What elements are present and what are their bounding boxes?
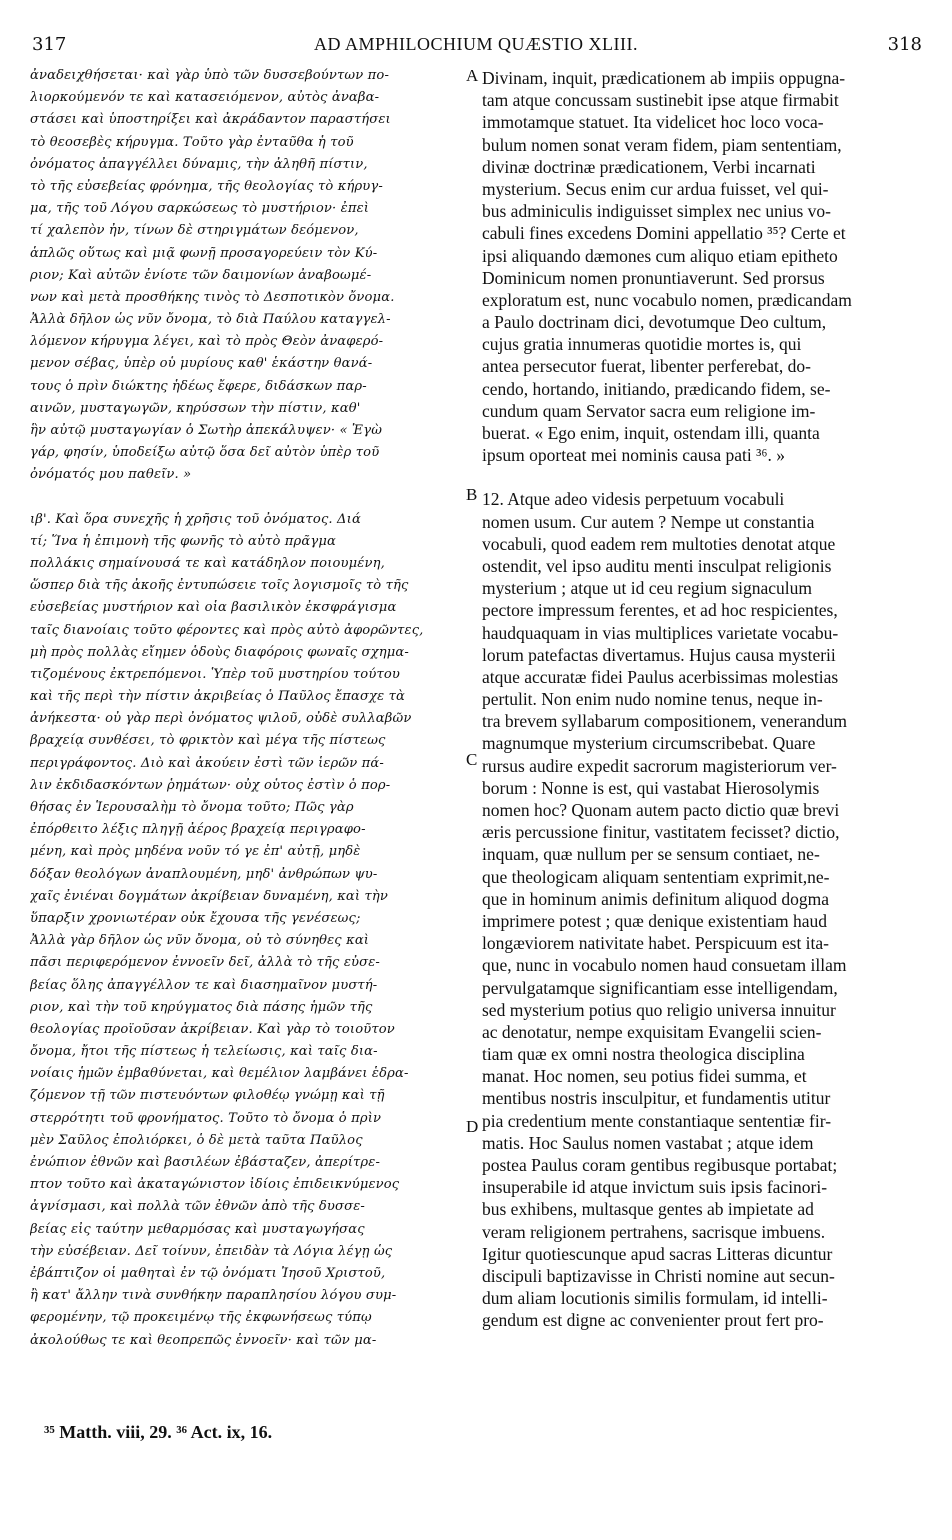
- greek-text-line: ἀνήκεστα· οὐ γὰρ περὶ ὀνόματος ψιλοῦ, οὐδὲ συλλαβῶν: [30, 711, 412, 727]
- latin-text-line: vocabuli, quod eadem rem multoties denotat atque: [482, 533, 836, 554]
- latin-text-line: bus adminiculis indiguisset simplex nec unius vo-: [482, 201, 832, 222]
- greek-text-line: νων καὶ μετὰ προσθήκης τινὸς τὸ Δεσποτικὸν ὄνομα.: [30, 289, 395, 305]
- greek-text-line: πτον τοῦτο καὶ ἀκαταγώνιστον ἰδίοις ἐπιδεικνύμενος: [30, 1177, 400, 1193]
- greek-text-line: στερρότητι τοῦ φρονήματος. Τοῦτο τὸ ὄνομα ὁ πρὶν: [30, 1110, 382, 1126]
- margin-marker-d: D: [466, 1117, 479, 1136]
- latin-text-line: rursus audire expedit sacrorum magisteriorum ver-: [482, 755, 837, 776]
- latin-text-column: [482, 68, 922, 1333]
- greek-section-1: [30, 68, 462, 490]
- latin-text-line: discipuli baptizavisse in Christi nomine aut secun-: [482, 1265, 835, 1286]
- running-title: AD AMPHILOCHIUM QUÆSTIO XLIII.: [314, 34, 638, 54]
- latin-text-line: ipsi aliquando dæmones cum aliquo etiam epitheto: [482, 245, 838, 266]
- greek-text-line: Ἀλλὰ γὰρ δῆλον ὡς νῦν ὄνομα, οὐ τὸ σύνηθες καὶ: [30, 933, 370, 949]
- latin-text-line: exploratum est, nunc vocabulo nomen, prædicandam: [482, 289, 852, 310]
- latin-text-line: nomen hoc? Quonam autem pacto dictio quæ brevi: [482, 800, 840, 820]
- greek-text-line: τιζομένους ἐκτρεπόμενοι. Ὑπὲρ τοῦ μυστηρίου τούτου: [30, 666, 400, 682]
- greek-text-line: νοίαις ἡμῶν ἐμβαθύνεται, καὶ θεμέλιον λαμβάνει ἑδρα-: [30, 1066, 409, 1082]
- latin-text-line: haudquaquam in vias multiplices varietate vocabu-: [482, 622, 839, 643]
- greek-text-line: Ἀλλὰ δῆλον ὡς νῦν ὄνομα, τὸ διὰ Παύλου καταγγελ-: [30, 312, 391, 328]
- latin-text-line: atque accuratæ fidei Paulus acerbissimas molestias: [482, 666, 839, 687]
- greek-text-line: φερομένην, τῷ προκειμένῳ τῆς ἐκφωνήσεως τύπῳ: [30, 1310, 372, 1326]
- latin-text-line: antea persecutor fuerat, libenter perferebat, do-: [482, 356, 811, 377]
- greek-text-line: ἀναδειχθήσεται· καὶ γὰρ ὑπὸ τῶν δυσσεβούντων πο-: [30, 68, 390, 83]
- greek-text-line: ιβ'. Καὶ ὅρα συνεχῆς ἡ χρῆσις τοῦ ὀνόματος. Διά: [30, 511, 361, 527]
- greek-text-line: τί; Ἵνα ἡ ἐπιμονὴ τῆς φωνῆς τὸ αὐτὸ πρᾶγμα: [30, 533, 337, 549]
- latin-section-1: [482, 68, 922, 467]
- latin-text-line: gendum est digne ac convenienter prout fert pro-: [482, 1310, 824, 1331]
- latin-text-line: veram religionem pertrahens, sacrisque imbuens.: [482, 1221, 826, 1242]
- greek-text-line: ριον, καὶ τὴν τοῦ κηρύγματος διὰ πάσης ἡμῶν τῆς: [30, 999, 373, 1015]
- greek-text-line: ὀνόματός μου παθεῖν. »: [30, 467, 192, 483]
- greek-text-line: ὀνόματος ἀπαγγέλλει δύναμις, τὴν ἀληθῆ πίστιν,: [30, 156, 368, 172]
- greek-text-line: ἁπλῶς οὕτως καὶ μιᾷ φωνῇ προσαγορεύειν τὸν Κύ-: [30, 245, 378, 261]
- greek-text-line: ἣν αὐτῷ μυσταγωγίαν ὁ Σωτὴρ ἀπεκάλυψεν· « Ἐγὼ: [30, 423, 383, 438]
- greek-text-line: γάρ, φησίν, ὑποδείξω αὐτῷ ὅσα δεῖ αὐτὸν ὑπὲρ τοῦ: [30, 445, 380, 461]
- greek-text-line: ἐβάπτιζον οἱ μαθηταὶ ἐν τῷ ὀνόματι Ἰησοῦ Χριστοῦ,: [30, 1265, 386, 1281]
- greek-text-line: ὄνομα, ἤτοι τῆς πίστεως ἡ τελείωσις, καὶ ταῖς δια-: [30, 1044, 378, 1060]
- latin-text-line: inquam, quæ nullum per se sensum contiaet, ne-: [482, 844, 820, 865]
- latin-text-line: dum aliam locutionis similis formulam, id intelli-: [482, 1288, 828, 1309]
- latin-text-line: nomen usum. Cur autem ? Nempe ut constantia: [482, 511, 815, 532]
- greek-text-line: ὥσπερ διὰ τῆς ἀκοῆς ἐντυπώσειε τοῖς λογισμοῖς τὸ τῆς: [30, 578, 409, 594]
- greek-text-line: μένη, καὶ πρὸς μηδένα νοῦν τό γε ἐπ' αὐτῇ, μηδὲ: [30, 844, 361, 860]
- greek-text-line: αινῶν, μυσταγωγῶν, κηρύσσων τὴν πίστιν, καθ': [30, 400, 361, 416]
- latin-text-line: ipsum oporteat mei nominis causa pati ³⁶. »: [482, 445, 785, 466]
- greek-text-line: βραχείᾳ συνθέσει, τὸ φρικτὸν καὶ μέγα τῆς πίστεως: [30, 733, 386, 749]
- latin-text-line: æris percussione finitur, vastitatem fecisset? dictio,: [482, 822, 840, 843]
- greek-text-line: ἐπόρθειτο λέξις πληγῇ ἀέρος βραχείᾳ περιγραφο-: [30, 822, 366, 838]
- greek-text-line: μα, τῆς τοῦ Λόγου σαρκώσεως τὸ μυστήριον· ἐπεὶ: [30, 201, 370, 217]
- latin-text-line: lorum patefactas divertamus. Hujus causa mysterii: [482, 644, 836, 665]
- latin-text-line: divinæ doctrinæ prædicationem, Verbi incarnati: [482, 156, 816, 177]
- page-number-right: 318: [887, 34, 922, 55]
- latin-text-line: buerat. « Ego enim, inquit, ostendam illi, quanta: [482, 423, 820, 443]
- latin-text-line: insuperabile id atque invictum suis ipsis facinori-: [482, 1177, 828, 1198]
- latin-text-line: ac denotatur, nempe exquisitam Evangelii scien-: [482, 1021, 822, 1042]
- latin-text-line: pia credentium mente constantiaque sententiæ fir-: [482, 1110, 832, 1131]
- margin-marker-a: A: [466, 66, 479, 85]
- greek-text-line: ἢ κατ' ἄλλην τινὰ συνθήκην παραπλησίου λόγου συμ-: [30, 1288, 397, 1304]
- greek-text-line: περιγράφοντος. Διὸ καὶ ἀκούειν ἐστὶ τῶν ἱερῶν πά-: [30, 755, 384, 771]
- greek-text-line: θεολογίας προϊοῦσαν ἀκρίβειαν. Καὶ γὰρ τὸ τοιοῦτον: [30, 1021, 395, 1037]
- section-gap: [482, 467, 922, 489]
- latin-text-line: pertulit. Non enim nudo nomine tenus, neque in-: [482, 689, 823, 710]
- latin-text-line: postea Paulus coram gentibus regibusque portabat;: [482, 1155, 838, 1175]
- greek-text-line: ἀκολούθως τε καὶ θεοπρεπῶς ἐννοεῖν· καὶ τῶν μα-: [30, 1332, 377, 1348]
- greek-text-line: βείας ὅλης ἀπαγγέλλον τε καὶ διασημαῖνον μυστή-: [30, 977, 378, 993]
- latin-text-line: ostendit, vel ipso auditu menti insculpat religionis: [482, 555, 832, 576]
- greek-text-line: πᾶσι περιφερόμενον ἐννοεῖν δεῖ, ἀλλὰ τὸ τῆς εὐσε-: [30, 955, 380, 971]
- latin-text-line: tam atque concussam sustinebit ipse atque firmabit: [482, 90, 839, 111]
- latin-text-line: cendo, hortando, initiando, prædicando fidem, se-: [482, 378, 831, 399]
- greek-text-line: ζόμενον τῇ τῶν πιστευόντων φιλοθέῳ γνώμῃ καὶ τῇ: [30, 1088, 385, 1104]
- greek-text-line: δόξαν θεολόγων ἀναπλουμένη, μηδ' ἀνθρώπων ψυ-: [30, 866, 378, 882]
- latin-text-line: immotamque statuet. Ita videlicet hoc loco voca-: [482, 112, 824, 133]
- latin-text-line: matis. Hoc Saulus nomen vastabat ; atque idem: [482, 1132, 814, 1153]
- margin-marker-c: C: [466, 750, 478, 769]
- latin-text-line: borum : Nonne is est, qui vastabat Hierosolymis: [482, 777, 820, 798]
- latin-text-line: bulum nomen sonat veram fidem, piam sententiam,: [482, 134, 842, 155]
- latin-text-line: a Paulo doctrinam dici, devotumque Deo cultum,: [482, 312, 827, 333]
- greek-text-line: λόμενον κήρυγμα λέγει, καὶ τὸ πρὸς Θεὸν ἀναφερό-: [30, 334, 384, 350]
- greek-text-line: τί χαλεπὸν ἦν, τίνων δὲ στηριγμάτων δεόμενον,: [30, 223, 359, 239]
- latin-text-line: magnumque mysterium circumscribebat. Quare: [482, 733, 816, 754]
- greek-text-line: μὲν Σαῦλος ἐπολιόρκει, ὁ δὲ μετὰ ταῦτα Παῦλος: [30, 1132, 363, 1148]
- greek-text-line: τὸ θεοσεβὲς κήρυγμα. Τοῦτο γὰρ ἐνταῦθα ἡ τοῦ: [30, 134, 354, 150]
- greek-text-line: ἀγνίσμασι, καὶ πολλὰ τῶν ἐθνῶν ἀπὸ τῆς δυσσε-: [30, 1199, 365, 1215]
- latin-text-line: que, nunc in vocabulo nomen haud consuetam illam: [482, 955, 847, 976]
- greek-text-line: λιν ἐκδιδασκόντων ῥημάτων· οὐχ οὗτος ἐστὶν ὁ πορ-: [30, 777, 391, 793]
- latin-text-line: Igitur quotiescunque apud sacras Litteras dicuntur: [482, 1243, 833, 1264]
- latin-text-line: longæviorem nativitate habet. Perspicuum est ita-: [482, 933, 830, 954]
- greek-text-line: ὕπαρξιν χρονιωτέραν οὐκ ἔχουσα τῆς γενέσεως;: [30, 910, 361, 926]
- section-gap: [30, 490, 462, 512]
- greek-text-column: [30, 68, 462, 1355]
- greek-text-line: μενον σέβας, ὑπὲρ οὗ μυρίους καθ' ἑκάστην θανά-: [30, 356, 373, 372]
- latin-text-line: que in hominum animis definitum aliquod dogma: [482, 888, 830, 909]
- greek-section-2: [30, 512, 462, 1355]
- greek-text-line: καὶ τῆς περὶ τὴν πίστιν ἀκριβείας ὁ Παῦλος ἔπασχε τὰ: [30, 689, 406, 705]
- greek-text-line: χαῖς ἐνιέναι δογμάτων ἀκρίβειαν δυναμένη, καὶ τὴν: [30, 888, 389, 904]
- latin-text-line: manat. Hoc nomen, seu potius fidei summa, et: [482, 1066, 807, 1087]
- latin-text-line: imprimere potest ; quæ denique existentiam haud: [482, 910, 828, 931]
- latin-text-line: cujus gratia innumeras quotidie mortes is, qui: [482, 334, 802, 355]
- page-number-left: 317: [32, 34, 67, 55]
- latin-section-2: [482, 489, 922, 1332]
- latin-text-line: mysterium. Secus enim cur ardua fuisset, vel qui-: [482, 178, 829, 199]
- greek-text-line: τους ὁ πρὶν διώκτης ἡδέως ἔφερε, διδάσκων παρ-: [30, 378, 367, 394]
- greek-text-line: λιορκούμενόν τε καὶ κατασειόμενον, αὐτὸς ἀναβα-: [30, 90, 380, 106]
- footnote: ³⁵ Matth. viii, 29. ³⁶ Act. ix, 16.: [44, 1422, 273, 1442]
- latin-text-line: tiam quæ ex omni nostra theologica disciplina: [482, 1044, 805, 1065]
- latin-text-line: Dominicum nomen pronuntiaverunt. Sed prorsus: [482, 267, 825, 288]
- latin-text-line: sed mysterium potius quo religio universa innuitur: [482, 999, 836, 1020]
- greek-text-line: θήσας ἐν Ἱερουσαλὴμ τὸ ὄνομα τοῦτο; Πῶς γὰρ: [30, 800, 354, 815]
- greek-text-line: στάσει καὶ ὑποστηρίξει καὶ ἀκράδαντον παραστήσει: [30, 112, 391, 128]
- latin-text-line: mysterium ; atque ut id ceu regium signaculum: [482, 578, 812, 599]
- greek-text-line: μὴ πρὸς πολλὰς εἴημεν ὁδοὺς διαφόροις φωναῖς σχημα-: [30, 644, 409, 660]
- greek-text-line: τὸ τῆς εὐσεβείας φρόνημα, τῆς θεολογίας τὸ κήρυγ-: [30, 178, 383, 194]
- margin-marker-b: B: [466, 485, 478, 504]
- latin-text-line: bus exhibens, multasque gentes ab impietate ad: [482, 1199, 814, 1220]
- latin-text-line: 12. Atque adeo videsis perpetuum vocabuli: [482, 489, 785, 510]
- latin-text-line: mentibus nostris insculpitur, et fundamentis utitur: [482, 1088, 831, 1109]
- greek-text-line: ριον; Καὶ αὐτῶν ἐνίοτε τῶν δαιμονίων ἀναβοωμέ-: [30, 267, 372, 283]
- latin-text-line: cabuli fines excedens Domini appellatio ³⁵? Certe et: [482, 223, 846, 244]
- greek-text-line: ταῖς διανοίαις τοῦτο φέροντες καὶ πρὸς αὐτὸ ἀφορῶντες,: [30, 622, 424, 638]
- latin-text-line: pectore impressum ferentes, et ad hoc respicientes,: [482, 600, 838, 621]
- latin-text-line: que theologicam aliquam sententiam exprimit,ne-: [482, 866, 830, 887]
- latin-text-line: tra brevem syllabarum compositionem, venerandum: [482, 711, 847, 732]
- latin-text-line: pervulgatamque significantiam esse intelligendam,: [482, 977, 838, 998]
- greek-text-line: εὐσεβείας μυστήριον καὶ οἷα βασιλικὸν ἐκσφράγισμα: [30, 600, 397, 616]
- greek-text-line: βείας εἰς ταύτην μεθαρμόσας καὶ μυσταγωγήσας: [30, 1221, 365, 1237]
- greek-text-line: πολλάκις σημαίνουσά τε καὶ κατάδηλον ποιουμένη,: [30, 555, 385, 571]
- greek-text-line: ἐνώπιον ἐθνῶν καὶ βασιλέων ἐβάσταζεν, ἀπερίτρε-: [30, 1155, 381, 1170]
- latin-text-line: cundum quam Servator sacra eum religione im-: [482, 400, 816, 421]
- greek-text-line: τὴν εὐσέβειαν. Δεῖ τοίνυν, ἐπειδὰν τὰ Λόγια λέγῃ ὡς: [30, 1243, 393, 1259]
- latin-text-line: Divinam, inquit, prædicationem ab impiis oppugna-: [482, 68, 846, 88]
